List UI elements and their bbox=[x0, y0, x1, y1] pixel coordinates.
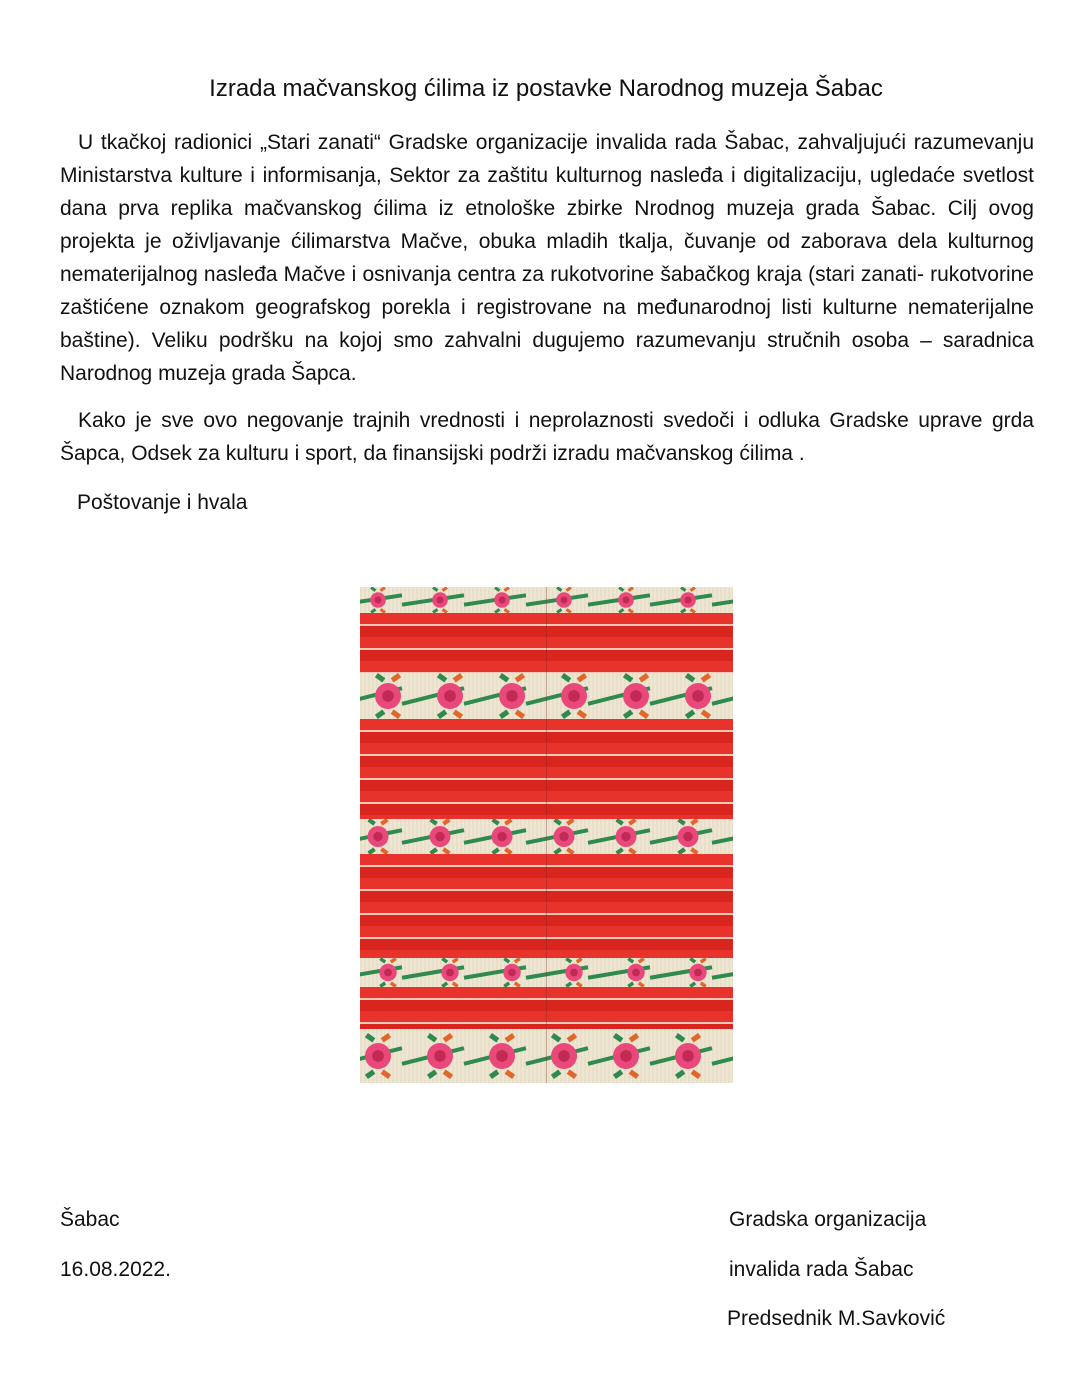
rose-motif bbox=[551, 1033, 577, 1079]
rose-motif bbox=[370, 587, 386, 613]
rose-motif bbox=[494, 587, 510, 613]
rose-motif bbox=[627, 958, 645, 987]
rose-motif bbox=[565, 958, 583, 987]
rose-motif bbox=[615, 819, 636, 854]
rose-motif bbox=[618, 587, 634, 613]
rose-motif bbox=[677, 819, 698, 854]
carpet-image bbox=[360, 587, 733, 1083]
rose-motif bbox=[680, 587, 696, 613]
carpet-seam bbox=[546, 587, 547, 1083]
rose-motif bbox=[437, 673, 463, 719]
rose-motif bbox=[675, 1033, 701, 1079]
signature-org-line1: Gradska organizacija bbox=[729, 1208, 927, 1231]
rose-motif bbox=[623, 673, 649, 719]
rose-motif bbox=[553, 819, 574, 854]
vine-stem bbox=[712, 688, 733, 704]
rose-motif bbox=[379, 958, 397, 987]
paragraph-intro: U tkačkoj radionici „Stari zanati“ Gradske organizacije invalida rada Šabac, zahvaljujući razumevanju Ministarstva kulture i informisanja, Sektor za zaštitu kulturnog nasleđa i digitalizaciju, ugledaće svetlost dana prva replika mačvanskog ćilima iz etnološke zbirke Nrodnog muzeja grada Šabac. Cilj ovog projekta je oživljavanje ćilimarstva Mačve, obuka mladih tkalja, čuvanje od zaborava dela kulturnog nematerijalnog nasleđa Mačve i osnivanja centra za rukotvorine šabačkog kraja (stari zanati- rukotvorine zaštićene oznakom geografskog porekla i registrovane na međunarodnoj listi kulturne nematerijalne baštine). Veliku podršku na kojoj smo zahvalni dugujemo razumevanju stručnih osoba – saradnica Narodnog muzeja grada Šapca. bbox=[60, 131, 1034, 385]
vine-stem bbox=[712, 967, 733, 977]
signature-org-line2: invalida rada Šabac bbox=[729, 1258, 914, 1281]
rose-motif bbox=[375, 673, 401, 719]
signature-city: Šabac bbox=[60, 1208, 120, 1231]
rose-motif bbox=[365, 1033, 391, 1079]
rose-motif bbox=[489, 1033, 515, 1079]
rose-motif bbox=[427, 1033, 453, 1079]
signature-date: 16.08.2022. bbox=[60, 1258, 171, 1281]
rose-motif bbox=[499, 673, 525, 719]
signature-president: Predsednik M.Savković bbox=[727, 1307, 946, 1330]
rose-motif bbox=[503, 958, 521, 987]
greeting-text: Poštovanje i hvala bbox=[77, 491, 248, 514]
document-title: Izrada mačvanskog ćilima iz postavke Narodnog muzeja Šabac bbox=[209, 75, 883, 102]
vine-stem bbox=[712, 1048, 733, 1064]
rose-motif bbox=[432, 587, 448, 613]
vine-stem bbox=[712, 830, 733, 843]
rose-motif bbox=[367, 819, 388, 854]
paragraph-decision: Kako je sve ovo negovanje trajnih vrednosti i neprolaznosti svedoči i odluka Gradske uprave grda Šapca, Odsek za kulturu i sport, da finansijski podrži izradu mačvanskog ćilima . bbox=[60, 409, 1034, 465]
rose-motif bbox=[441, 958, 459, 987]
rose-motif bbox=[556, 587, 572, 613]
rose-motif bbox=[689, 958, 707, 987]
rose-motif bbox=[561, 673, 587, 719]
rose-motif bbox=[491, 819, 512, 854]
rose-motif bbox=[429, 819, 450, 854]
rose-motif bbox=[685, 673, 711, 719]
rose-motif bbox=[613, 1033, 639, 1079]
vine-stem bbox=[712, 595, 733, 604]
